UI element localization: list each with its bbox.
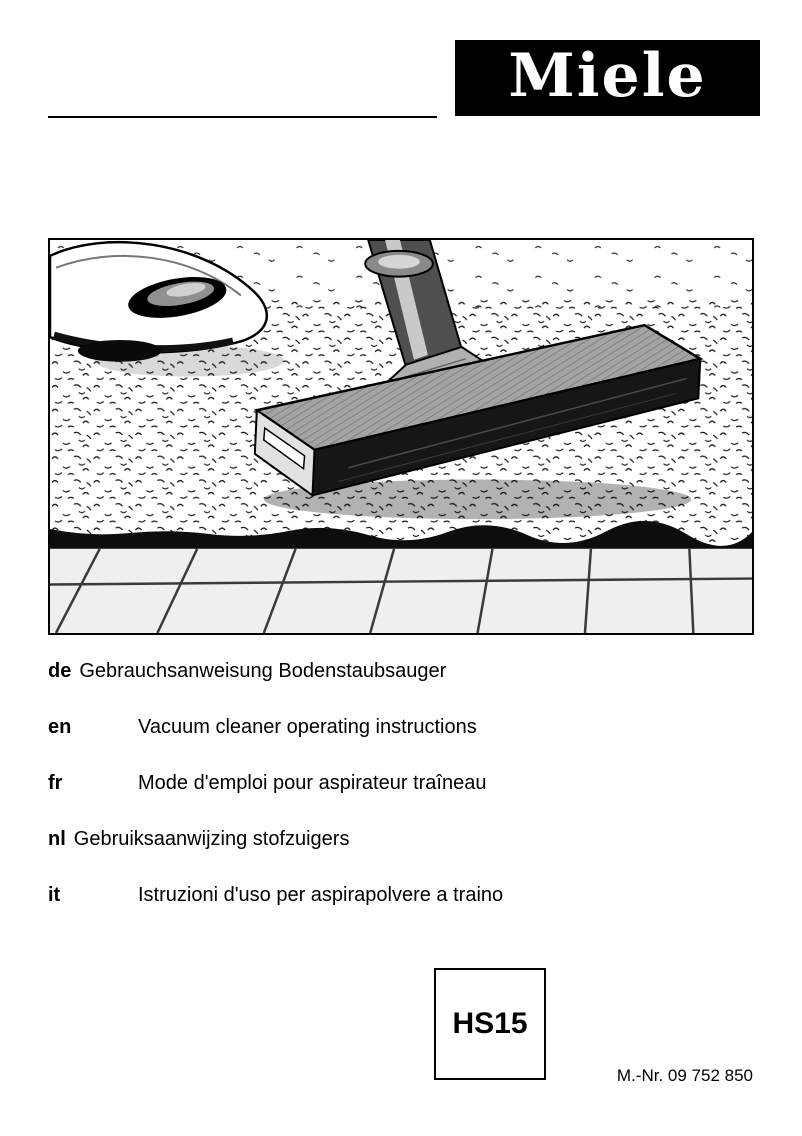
language-code-it: it: [48, 884, 61, 906]
vacuum-illustration-svg: [50, 240, 752, 633]
language-code-fr: fr: [48, 772, 63, 794]
model-number-box: [434, 968, 546, 1080]
language-code-nl: nl: [48, 828, 66, 850]
language-text-it: Istruzioni d'uso per aspirapolvere a traino: [138, 884, 504, 906]
language-row-de: [48, 660, 754, 682]
language-code-en: en: [48, 716, 72, 738]
language-row-nl: [48, 828, 754, 850]
language-row-fr: [48, 772, 754, 794]
language-text-fr: Mode d'emploi pour aspirateur traîneau: [138, 772, 487, 794]
language-text-en: Vacuum cleaner operating instructions: [138, 716, 477, 738]
language-text-nl: Gebruiksaanwijzing stofzuigers: [73, 828, 350, 850]
language-text-de: Gebrauchsanweisung Bodenstaubsauger: [79, 660, 447, 682]
language-row-en: [48, 716, 754, 738]
language-row-it: [48, 884, 754, 906]
material-number: M.-Nr. 09 752 850: [616, 1066, 753, 1085]
language-code-de: de: [48, 660, 72, 682]
header-rule: [48, 116, 437, 118]
miele-logo: [455, 40, 760, 116]
model-number-label: HS15: [452, 1007, 528, 1040]
miele-logo-text: Miele: [508, 41, 707, 111]
language-list: [48, 660, 754, 940]
cover-illustration: [48, 238, 754, 635]
